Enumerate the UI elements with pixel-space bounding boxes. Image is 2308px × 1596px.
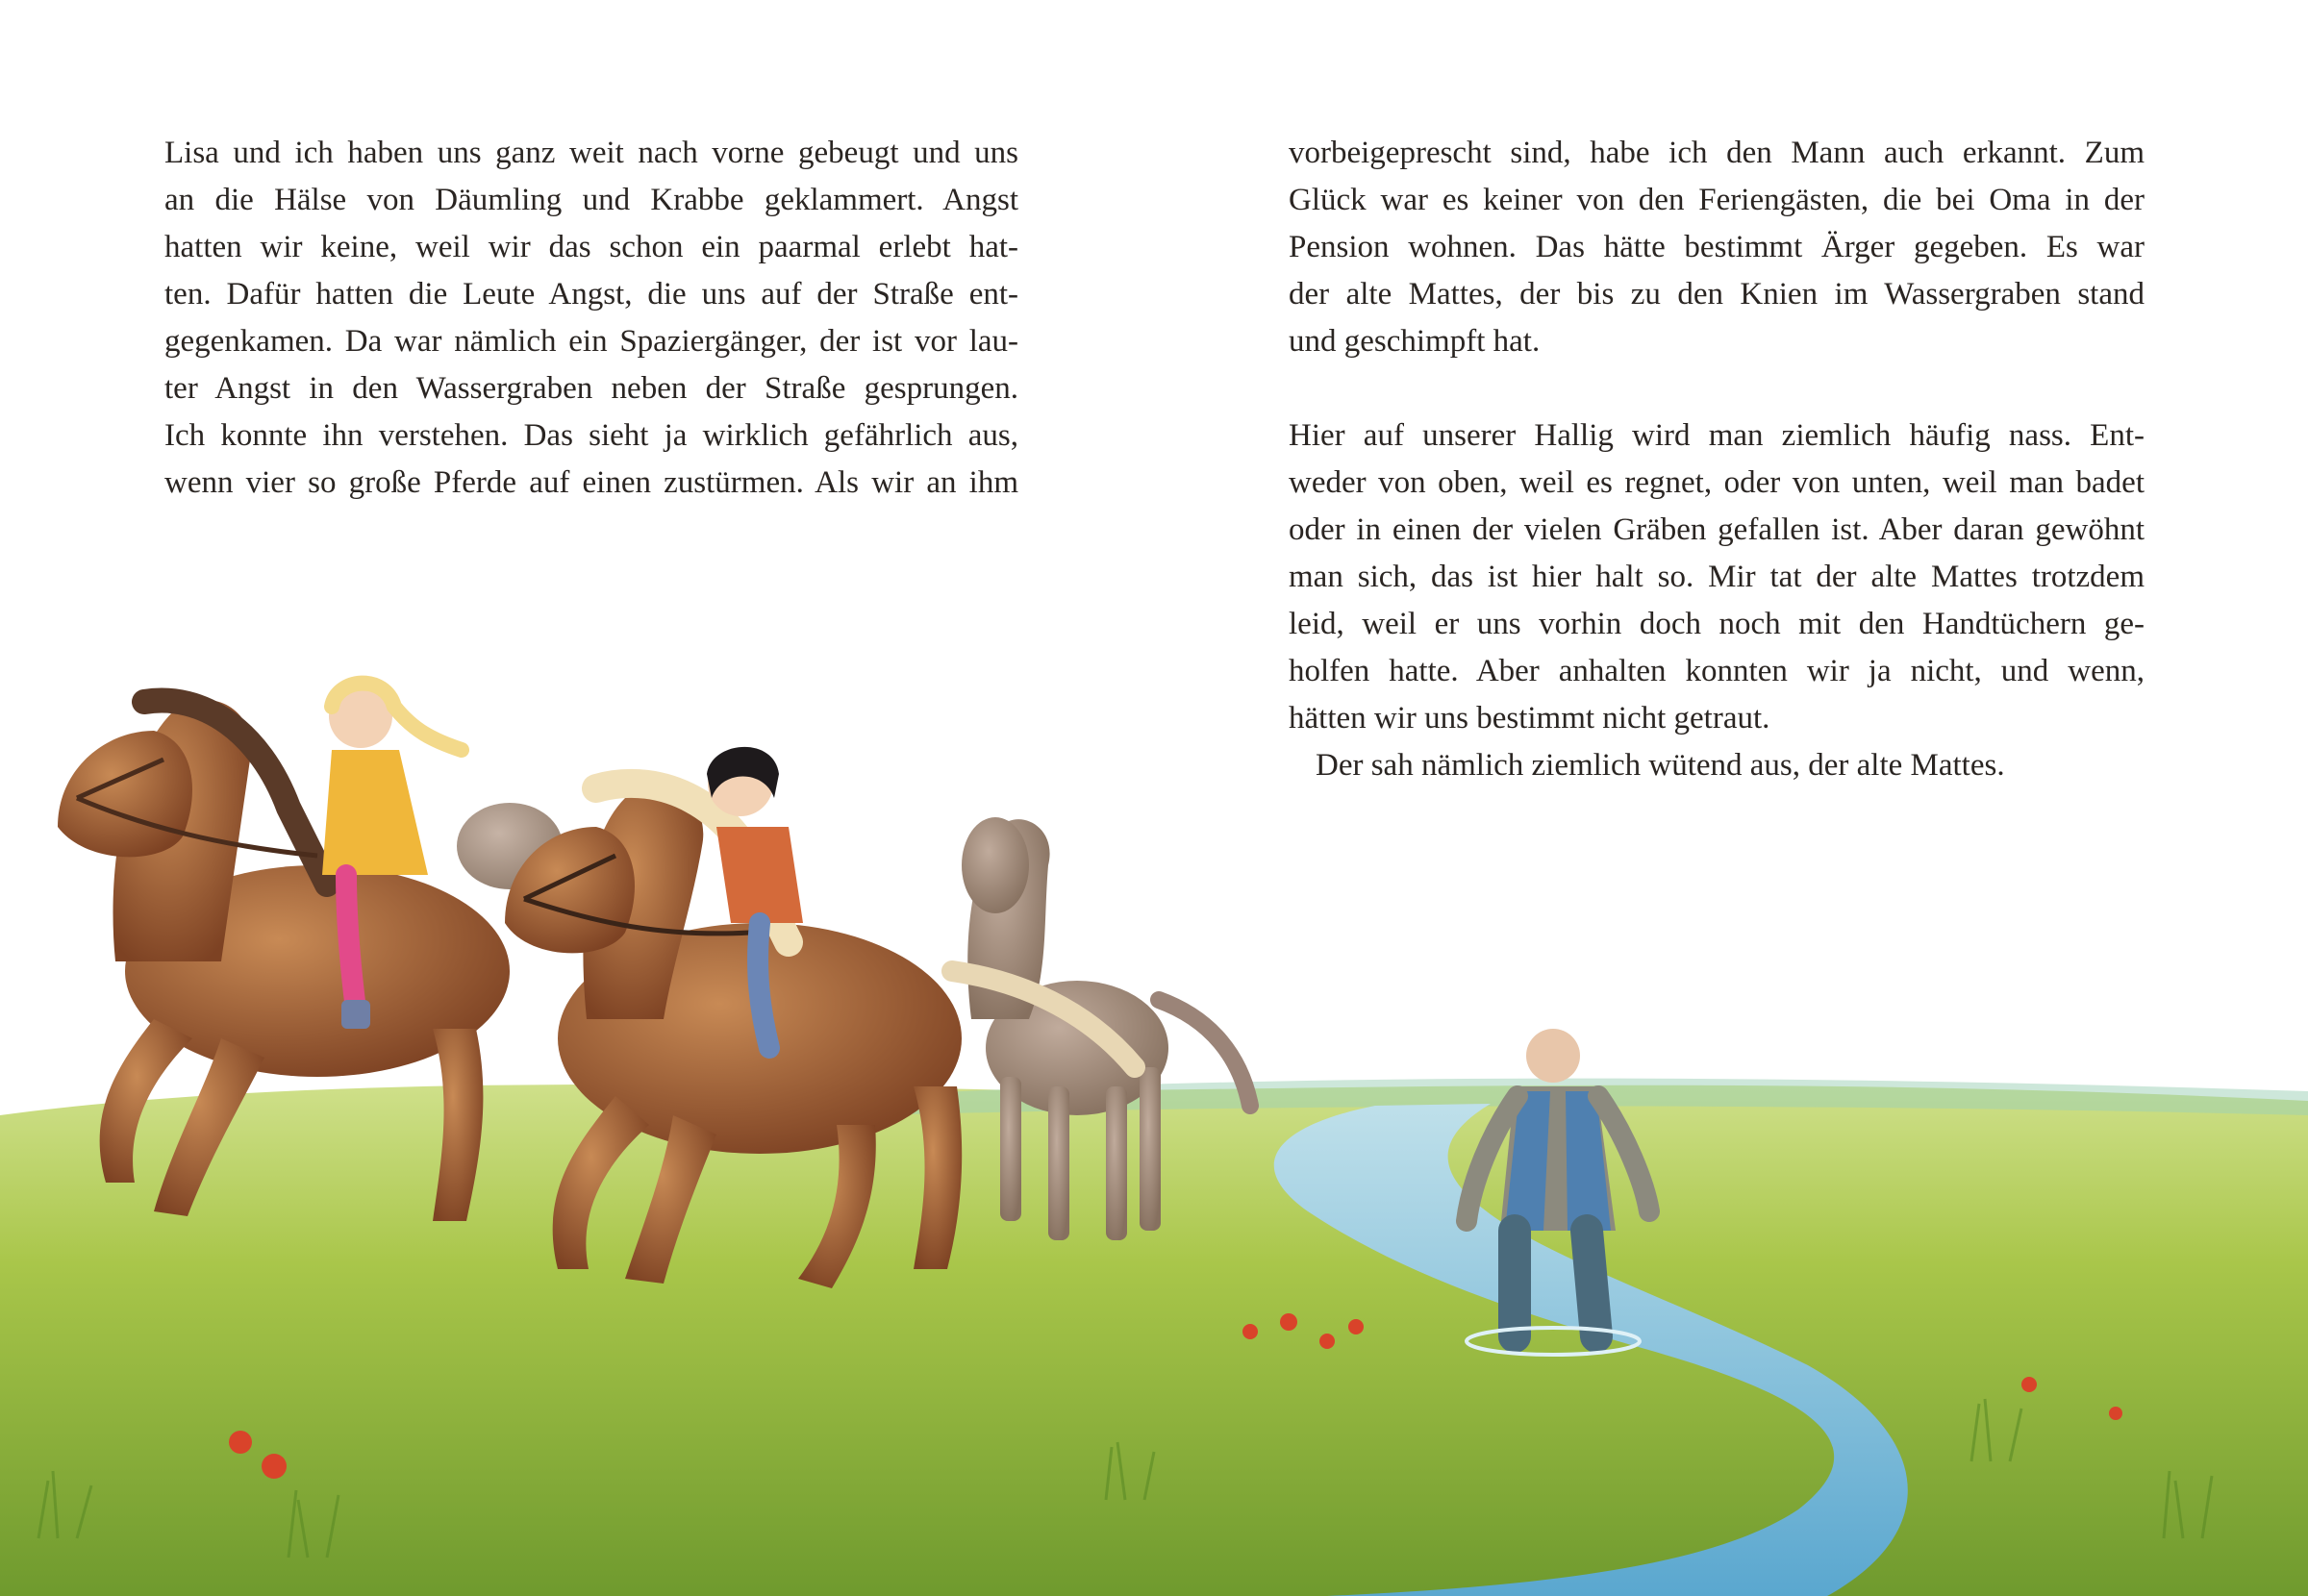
text-line: Pension wohnen. Das hätte bestimmt Ärger gegeben. Es war bbox=[1289, 230, 2145, 264]
text-line: hatten wir keine, weil wir das schon ein paarmal erlebt hat- bbox=[164, 230, 1018, 264]
text-line: leid, weil er uns vorhin doch noch mit den Handtüchern ge- bbox=[1289, 607, 2145, 641]
text-line: holfen hatte. Aber anhalten konnten wir ja nicht, und wenn, bbox=[1289, 654, 2145, 688]
text-line: man sich, das ist hier halt so. Mir tat der alte Mattes trotzdem bbox=[1289, 560, 2145, 594]
text-line: ten. Dafür hatten die Leute Angst, die uns auf der Straße ent- bbox=[164, 277, 1018, 312]
text-line: vorbeigeprescht sind, habe ich den Mann auch erkannt. Zum bbox=[1289, 136, 2145, 170]
text-line: der alte Mattes, der bis zu den Knien im Wassergraben stand bbox=[1289, 277, 2145, 312]
text-line: gegenkamen. Da war nämlich ein Spaziergänger, der ist vor lau- bbox=[164, 324, 1018, 359]
text-line: hätten wir uns bestimmt nicht getraut. bbox=[1289, 701, 1770, 736]
text-line: Der sah nämlich ziemlich wütend aus, der alte Mattes. bbox=[1316, 748, 2005, 783]
text-line: Lisa und ich haben uns ganz weit nach vorne gebeugt und uns bbox=[164, 136, 1018, 170]
text-line: Ich konnte ihn verstehen. Das sieht ja wirklich gefährlich aus, bbox=[164, 418, 1018, 453]
paragraph-gap bbox=[1289, 365, 2145, 412]
text-line: weder von oben, weil es regnet, oder von unten, weil man badet bbox=[1289, 465, 2145, 500]
text-line: wenn vier so große Pferde auf einen zustürmen. Als wir an ihm bbox=[164, 465, 1018, 500]
left-page-text bbox=[164, 130, 1018, 507]
illustration-meadow-scene bbox=[0, 615, 2308, 1596]
text-line: Hier auf unserer Hallig wird man ziemlich häufig nass. Ent- bbox=[1289, 418, 2145, 453]
text-line: an die Hälse von Däumling und Krabbe geklammert. Angst bbox=[164, 183, 1018, 217]
text-line: ter Angst in den Wassergraben neben der Straße gesprungen. bbox=[164, 371, 1018, 406]
text-line: Glück war es keiner von den Feriengästen, die bei Oma in der bbox=[1289, 183, 2145, 217]
text-line: oder in einen der vielen Gräben gefallen ist. Aber daran gewöhnt bbox=[1289, 512, 2145, 547]
text-line: und geschimpft hat. bbox=[1289, 324, 1541, 359]
